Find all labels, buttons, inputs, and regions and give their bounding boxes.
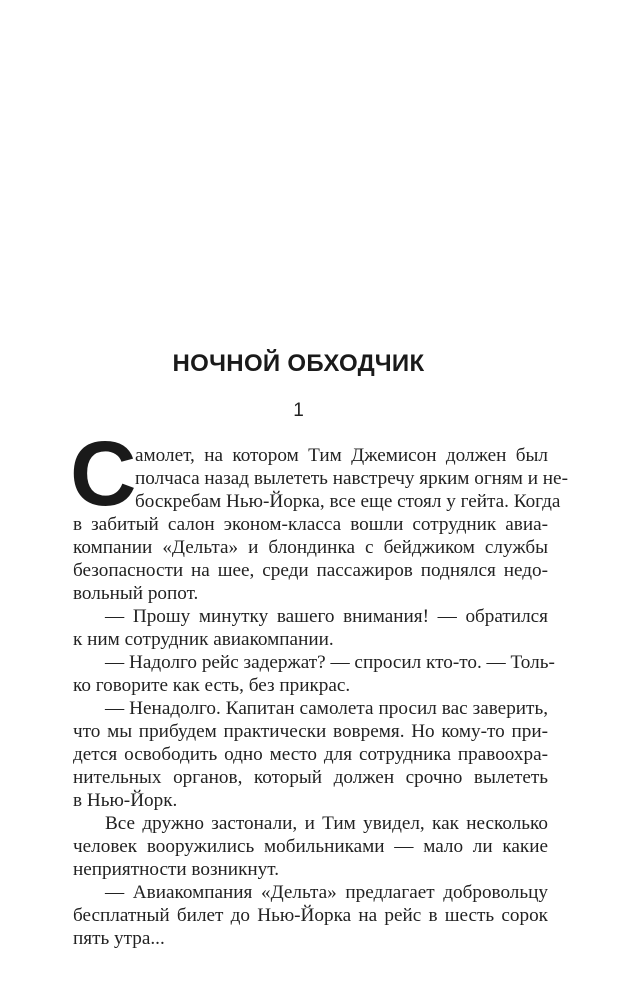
text-line: амолет, на котором Тим Джемисон должен был (135, 445, 548, 466)
text-line: — Надолго рейс задержат? — спросил кто-то. — Толь- (105, 652, 555, 673)
text-line: человек вооружились мобильниками — мало ли какие (73, 836, 548, 857)
chapter-title: НОЧНОЙ ОБХОДЧИК (172, 350, 425, 377)
text-line: нительных органов, который должен срочно вылететь (73, 767, 548, 788)
section-number: 1 (293, 400, 304, 421)
text-line: пять утра... (73, 928, 165, 949)
text-line: ко говорите как есть, без прикрас. (73, 675, 351, 696)
text-line: что мы прибудем практически вовремя. Но кому-то при- (73, 721, 548, 742)
text-line: — Авиакомпания «Дельта» предлагает добровольцу (105, 882, 548, 903)
text-line: в забитый салон эконом-класса вошли сотрудник авиа- (73, 514, 548, 535)
text-line: неприятности возникнут. (73, 859, 279, 880)
text-line: дется освободить одно место для сотрудника правоохра- (73, 744, 548, 765)
text-line: безопасности на шее, среди пассажиров поднялся недо- (73, 560, 548, 581)
text-line: полчаса назад вылететь навстречу ярким огням и не- (135, 468, 568, 489)
text-line: — Прошу минутку вашего внимания! — обратился (105, 606, 548, 627)
body-text (73, 444, 568, 950)
text-line: в Нью-Йорк. (73, 790, 178, 811)
text-line: — Ненадолго. Капитан самолета просил вас заверить, (105, 698, 548, 719)
text-line: вольный ропот. (73, 583, 199, 604)
drop-cap: С (70, 423, 137, 525)
text-line: боскребам Нью-Йорка, все еще стоял у гейта. Когда (135, 491, 561, 512)
text-line: Все дружно застонали, и Тим увидел, как несколько (105, 813, 548, 834)
text-line: бесплатный билет до Нью-Йорка на рейс в шесть сорок (73, 905, 548, 926)
text-line: к ним сотрудник авиакомпании. (73, 629, 334, 650)
text-line: компании «Дельта» и блондинка с бейджиком службы (73, 537, 548, 558)
